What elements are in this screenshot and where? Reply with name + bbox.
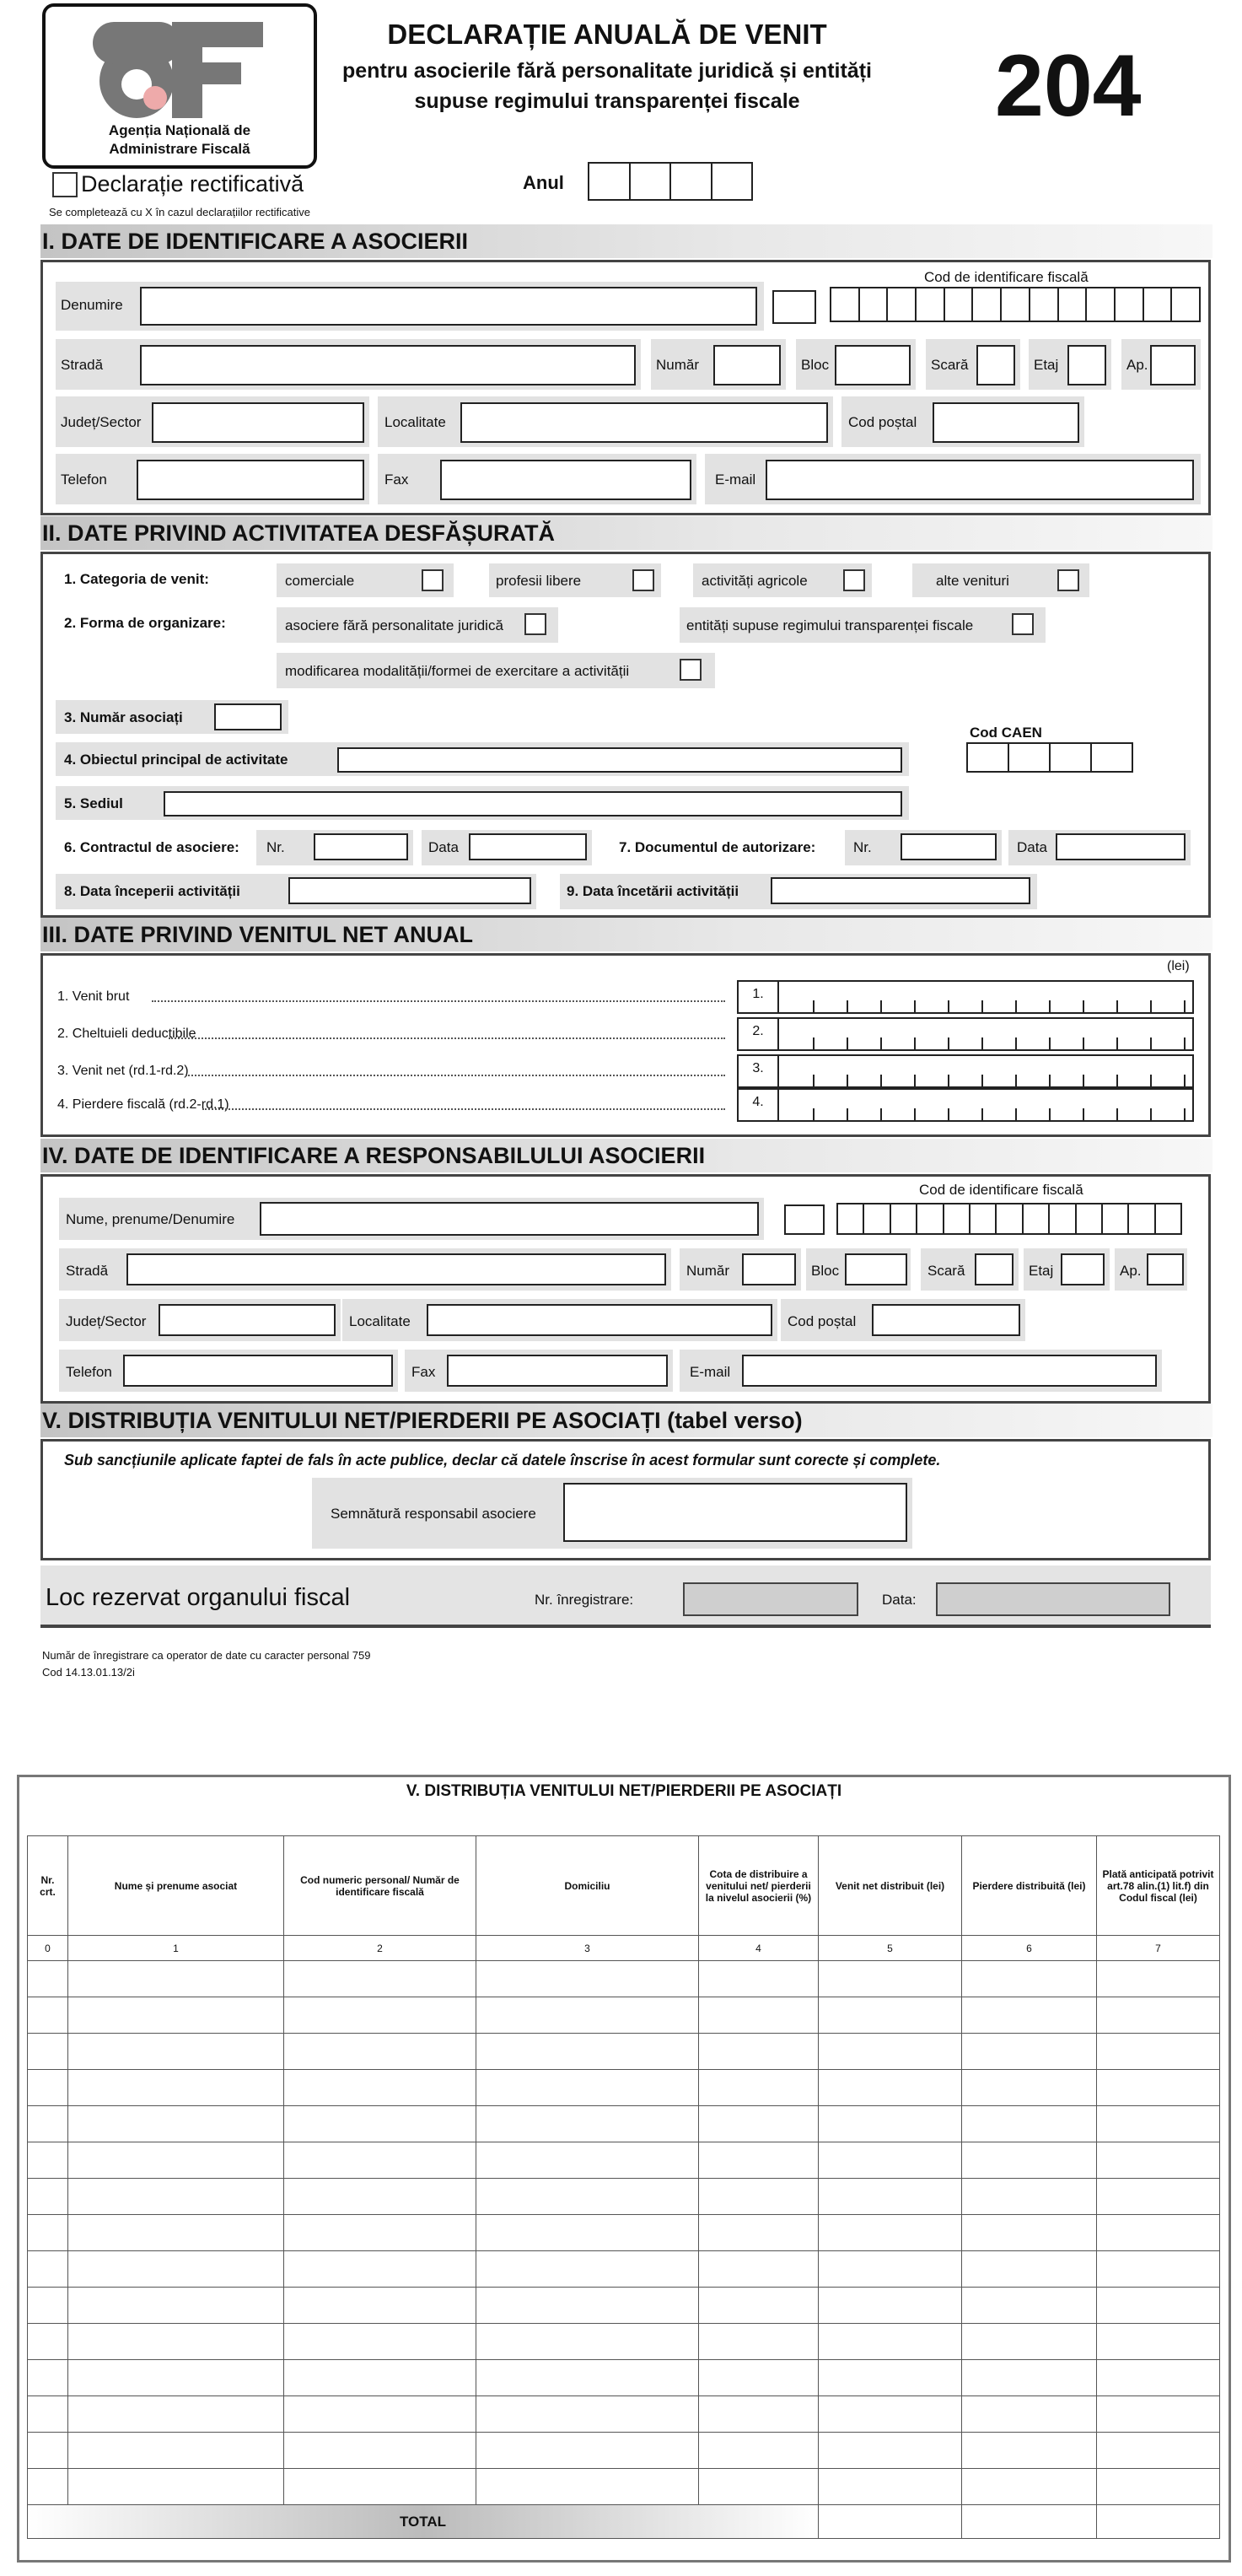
dist-input-cell[interactable] (284, 2215, 476, 2251)
dist-input-cell[interactable] (68, 2106, 284, 2142)
num-associates-input[interactable] (214, 703, 282, 730)
contract-label: 6. Contractul de asociere: (64, 839, 239, 855)
net-row-number: 3. (739, 1056, 779, 1086)
dist-input-cell[interactable] (699, 2070, 819, 2106)
net-row-label: 3. Venit net (rd.1-rd.2) (57, 1064, 189, 1078)
dist-input-cell[interactable] (284, 1997, 476, 2034)
resp-email-input[interactable] (742, 1355, 1157, 1387)
resp-phone-label: Telefon (66, 1364, 112, 1380)
dist-input-cell[interactable] (28, 2034, 68, 2070)
dist-input-cell[interactable] (284, 2179, 476, 2215)
name-label: Denumire (61, 297, 123, 313)
dist-input-cell[interactable] (68, 2142, 284, 2179)
caen-label: Cod CAEN (970, 725, 1042, 741)
net-row-label: 1. Venit brut (57, 989, 130, 1004)
resp-name-input[interactable] (260, 1202, 759, 1236)
income-professions-label: profesii libere (496, 573, 582, 589)
resp-locality-label: Localitate (349, 1313, 411, 1329)
resp-apt-input[interactable] (1147, 1253, 1184, 1285)
floor-input[interactable] (1067, 345, 1106, 385)
net-row-number: 1. (739, 982, 779, 1012)
locality-label: Localitate (384, 414, 446, 430)
main-object-label: 4. Obiectul principal de activitate (64, 752, 288, 768)
dist-input-cell[interactable] (819, 2396, 962, 2433)
dist-input-cell[interactable] (28, 2433, 68, 2469)
total-input-cell[interactable] (962, 2505, 1097, 2539)
dist-input-cell[interactable] (699, 2324, 819, 2360)
dist-input-cell[interactable] (284, 2106, 476, 2142)
dist-input-cell[interactable] (1097, 2179, 1220, 2215)
section-3-title: III. DATE PRIVIND VENITUL NET ANUAL (40, 918, 1212, 951)
agency-name: Agenția Națională de Administrare Fiscală (108, 122, 251, 157)
apt-label: Ap. (1126, 357, 1148, 373)
number-input[interactable] (713, 345, 781, 385)
dist-input-cell[interactable] (819, 1997, 962, 2034)
table-row (28, 2360, 1220, 2396)
operator-note: Număr de înregistrare ca operator de date cu caracter personal 759 (42, 1649, 371, 1662)
dist-input-cell[interactable] (28, 2324, 68, 2360)
dist-input-cell[interactable] (1097, 2396, 1220, 2433)
auth-date-label: Data (1017, 839, 1047, 855)
form-subtitle-2: supuse regimului transparenței fiscale (414, 89, 800, 113)
dist-input-cell[interactable] (68, 2324, 284, 2360)
dist-input-cell[interactable] (699, 2288, 819, 2324)
email-label: E-mail (715, 472, 756, 488)
dist-input-cell[interactable] (819, 2106, 962, 2142)
locality-input[interactable] (460, 402, 828, 443)
year-label: Anul (523, 172, 564, 193)
dist-input-cell[interactable] (28, 2142, 68, 2179)
agency-logo-icon (71, 13, 290, 121)
dist-input-cell[interactable] (1097, 2360, 1220, 2396)
dist-input-cell[interactable] (68, 2179, 284, 2215)
dist-header-cell: Pierdere distribuită (lei) (962, 1836, 1097, 1936)
resp-apt-label: Ap. (1120, 1263, 1142, 1279)
email-input[interactable] (766, 460, 1194, 500)
dist-input-cell[interactable] (284, 2324, 476, 2360)
section-2-title: II. DATE PRIVIND ACTIVITATEA DESFĂȘURATĂ (40, 516, 1212, 550)
dist-input-cell[interactable] (1097, 2324, 1220, 2360)
rectification-checkbox[interactable] (52, 172, 78, 197)
dist-input-cell[interactable] (1097, 1961, 1220, 1997)
dist-column-number: 4 (699, 1936, 819, 1961)
dist-input-cell[interactable] (962, 1997, 1097, 2034)
fiscal-date-label: Data: (882, 1592, 917, 1608)
table-row (28, 2288, 1220, 2324)
floor-label: Etaj (1034, 357, 1059, 373)
dist-input-cell[interactable] (476, 2251, 699, 2288)
registration-nr-input[interactable] (683, 1582, 858, 1616)
cif-input[interactable] (830, 287, 1201, 322)
dist-input-cell[interactable] (476, 2179, 699, 2215)
table-row (28, 2034, 1220, 2070)
dist-input-cell[interactable] (284, 2288, 476, 2324)
dist-input-cell[interactable] (476, 2396, 699, 2433)
dist-input-cell[interactable] (28, 2106, 68, 2142)
dist-input-cell[interactable] (699, 2215, 819, 2251)
dist-header-cell: Nume și prenume asociat (68, 1836, 284, 1936)
resp-street-input[interactable] (126, 1253, 666, 1285)
dist-input-cell[interactable] (962, 2288, 1097, 2324)
org-form-transparency-checkbox[interactable] (1012, 613, 1034, 635)
dist-input-cell[interactable] (1097, 2215, 1220, 2251)
dist-input-cell[interactable] (699, 2142, 819, 2179)
dist-input-cell[interactable] (28, 2215, 68, 2251)
leader-dots (152, 1000, 725, 1002)
dist-input-cell[interactable] (284, 2360, 476, 2396)
resp-number-label: Număr (686, 1263, 730, 1279)
contract-nr-input[interactable] (314, 833, 408, 860)
section-1-title: I. DATE DE IDENTIFICARE A ASOCIERII (40, 224, 1212, 258)
dist-header-cell: Cod numeric personal/ Număr de identificare fiscală (284, 1836, 476, 1936)
dist-column-number: 5 (819, 1936, 962, 1961)
net-row-input[interactable] (737, 980, 1194, 1014)
table-row (28, 2142, 1220, 2179)
table-row (28, 2106, 1220, 2142)
county-input[interactable] (152, 402, 364, 443)
dist-input-cell[interactable] (68, 2251, 284, 2288)
dist-input-cell[interactable] (284, 2433, 476, 2469)
dist-input-cell[interactable] (476, 2106, 699, 2142)
org-form-association-label: asociere fără personalitate juridică (285, 617, 503, 633)
dist-input-cell[interactable] (1097, 2433, 1220, 2469)
org-form-change-label: modificarea modalității/formei de exercitare a activității (285, 663, 630, 679)
dist-input-cell[interactable] (476, 2215, 699, 2251)
dist-input-cell[interactable] (1097, 2288, 1220, 2324)
net-row-label: 2. Cheltuieli deductibile (57, 1027, 196, 1041)
resp-name-label: Nume, prenume/Denumire (66, 1211, 235, 1227)
auth-doc-label: 7. Documentul de autorizare: (619, 839, 816, 855)
total-label: TOTAL (28, 2505, 819, 2539)
end-date-input[interactable] (771, 877, 1030, 904)
dist-input-cell[interactable] (962, 2215, 1097, 2251)
cif-label-2: Cod de identificare fiscală (919, 1182, 1083, 1198)
resp-locality-input[interactable] (427, 1304, 772, 1336)
dist-header-cell: Cota de distribuire a venitului net/ pierderii la nivelul asocierii (%) (699, 1836, 819, 1936)
dist-input-cell[interactable] (28, 2396, 68, 2433)
org-form-association-checkbox[interactable] (524, 613, 546, 635)
table-row (28, 2433, 1220, 2469)
headquarters-label: 5. Sediul (64, 795, 123, 811)
dist-column-number: 2 (284, 1936, 476, 1961)
distribution-table-title: V. DISTRIBUȚIA VENITULUI NET/PIERDERII PE ASOCIAȚI (406, 1782, 842, 1800)
dist-column-number: 0 (28, 1936, 68, 1961)
resp-floor-input[interactable] (1061, 1253, 1105, 1285)
income-other-checkbox[interactable] (1057, 569, 1079, 591)
distribution-table (27, 1835, 1220, 2539)
resp-postal-input[interactable] (872, 1304, 1020, 1336)
income-commercial-label: comerciale (285, 573, 355, 589)
dist-input-cell[interactable] (476, 2324, 699, 2360)
dist-input-cell[interactable] (1097, 2034, 1220, 2070)
dist-input-cell[interactable] (819, 1961, 962, 1997)
resp-county-input[interactable] (159, 1304, 336, 1336)
table-row (28, 2179, 1220, 2215)
dist-input-cell[interactable] (699, 2251, 819, 2288)
dist-input-cell[interactable] (819, 2070, 962, 2106)
resp-stair-label: Scară (927, 1263, 965, 1279)
dist-input-cell[interactable] (699, 2179, 819, 2215)
dist-input-cell[interactable] (1097, 2469, 1220, 2505)
resp-county-label: Județ/Sector (66, 1313, 147, 1329)
resp-cif-prefix-input[interactable] (784, 1204, 825, 1235)
end-date-label: 9. Data încetării activității (567, 883, 739, 899)
dist-input-cell[interactable] (962, 2360, 1097, 2396)
resp-stair-input[interactable] (975, 1253, 1013, 1285)
dist-input-cell[interactable] (962, 2142, 1097, 2179)
contract-nr-label: Nr. (266, 839, 285, 855)
org-form-change-checkbox[interactable] (680, 659, 702, 681)
income-professions-checkbox[interactable] (632, 569, 654, 591)
income-other-label: alte venituri (936, 573, 1009, 589)
dist-input-cell[interactable] (476, 2433, 699, 2469)
contract-date-input[interactable] (469, 833, 587, 860)
dist-input-cell[interactable] (28, 1961, 68, 1997)
dist-input-cell[interactable] (28, 2469, 68, 2505)
main-object-input[interactable] (337, 747, 902, 773)
dist-input-cell[interactable] (699, 2360, 819, 2396)
resp-cif-input[interactable] (836, 1203, 1182, 1235)
org-form-label: 2. Forma de organizare: (64, 615, 226, 631)
dist-input-cell[interactable] (699, 2469, 819, 2505)
dist-input-cell[interactable] (476, 2142, 699, 2179)
dist-column-number: 3 (476, 1936, 699, 1961)
dist-input-cell[interactable] (476, 2070, 699, 2106)
dist-input-cell[interactable] (699, 1997, 819, 2034)
dist-input-cell[interactable] (962, 2433, 1097, 2469)
resp-postal-label: Cod poștal (788, 1313, 857, 1329)
income-category-label: 1. Categoria de venit: (64, 571, 209, 587)
form-subtitle-1: pentru asocierile fără personalitate juridică și entități (342, 59, 872, 83)
dist-input-cell[interactable] (819, 2179, 962, 2215)
leader-dots (185, 1075, 725, 1076)
signature-input[interactable] (563, 1483, 907, 1542)
net-row-input[interactable] (737, 1054, 1194, 1088)
resp-block-input[interactable] (845, 1253, 907, 1285)
dist-header-cell: Venit net distribuit (lei) (819, 1836, 962, 1936)
auth-nr-input[interactable] (901, 833, 997, 860)
net-row-input[interactable] (737, 1088, 1194, 1122)
dist-input-cell[interactable] (68, 2433, 284, 2469)
dist-input-cell[interactable] (819, 2433, 962, 2469)
dist-input-cell[interactable] (1097, 1997, 1220, 2034)
dist-input-cell[interactable] (68, 2360, 284, 2396)
net-row-label: 4. Pierdere fiscală (rd.2-rd.1) (57, 1097, 229, 1112)
num-associates-label: 3. Număr asociați (64, 709, 183, 725)
phone-label: Telefon (61, 472, 107, 488)
table-row (28, 2396, 1220, 2433)
table-row (28, 1961, 1220, 1997)
dist-input-cell[interactable] (1097, 2070, 1220, 2106)
org-form-transparency-label: entități supuse regimului transparenței fiscale (686, 617, 974, 633)
dist-input-cell[interactable] (68, 2070, 284, 2106)
fiscal-date-input[interactable] (936, 1582, 1170, 1616)
dist-input-cell[interactable] (28, 1997, 68, 2034)
table-row (28, 2215, 1220, 2251)
dist-input-cell[interactable] (68, 2396, 284, 2433)
dist-input-cell[interactable] (68, 2034, 284, 2070)
resp-street-label: Stradă (66, 1263, 109, 1279)
dist-input-cell[interactable] (699, 2034, 819, 2070)
table-row (28, 2324, 1220, 2360)
dist-input-cell[interactable] (819, 2251, 962, 2288)
dist-input-cell[interactable] (962, 2396, 1097, 2433)
dist-input-cell[interactable] (284, 2070, 476, 2106)
fiscal-reserved-label: Loc rezervat organului fiscal (46, 1584, 351, 1611)
dist-column-number: 1 (68, 1936, 284, 1961)
dist-header-cell: Nr. crt. (28, 1836, 68, 1936)
dist-input-cell[interactable] (819, 2324, 962, 2360)
dist-input-cell[interactable] (476, 1961, 699, 1997)
resp-email-label: E-mail (690, 1364, 731, 1380)
dist-header-cell: Plată anticipată potrivit art.78 alin.(1) lit.f) din Codul fiscal (lei) (1097, 1836, 1220, 1936)
stair-label: Scară (931, 357, 969, 373)
dist-input-cell[interactable] (962, 2070, 1097, 2106)
dist-input-cell[interactable] (699, 1961, 819, 1997)
start-date-label: 8. Data începerii activității (64, 883, 240, 899)
stair-input[interactable] (976, 345, 1015, 385)
dist-input-cell[interactable] (1097, 2106, 1220, 2142)
apt-input[interactable] (1150, 345, 1196, 385)
street-label: Stradă (61, 357, 104, 373)
dist-input-cell[interactable] (476, 1997, 699, 2034)
number-label: Număr (656, 357, 700, 373)
form-code: Cod 14.13.01.13/2i (42, 1666, 135, 1679)
resp-fax-label: Fax (411, 1364, 436, 1380)
name-input[interactable] (140, 287, 757, 326)
postal-label: Cod poștal (848, 414, 917, 430)
dist-input-cell[interactable] (28, 2288, 68, 2324)
net-row-number: 2. (739, 1019, 779, 1049)
dist-input-cell[interactable] (68, 2469, 284, 2505)
dist-header-cell: Domiciliu (476, 1836, 699, 1936)
leader-dots (169, 1037, 725, 1039)
dist-input-cell[interactable] (962, 2251, 1097, 2288)
street-input[interactable] (140, 345, 636, 385)
dist-input-cell[interactable] (819, 2142, 962, 2179)
resp-number-input[interactable] (742, 1253, 796, 1285)
dist-input-cell[interactable] (284, 2251, 476, 2288)
cif-prefix-input[interactable] (772, 290, 816, 324)
table-row (28, 2251, 1220, 2288)
auth-nr-label: Nr. (853, 839, 872, 855)
resp-block-label: Bloc (811, 1263, 840, 1279)
dist-input-cell[interactable] (284, 2396, 476, 2433)
dist-input-cell[interactable] (476, 2469, 699, 2505)
dist-input-cell[interactable] (476, 2360, 699, 2396)
section-5-title: V. DISTRIBUȚIA VENITULUI NET/PIERDERII PE ASOCIAȚI (tabel verso) (40, 1404, 1212, 1437)
dist-input-cell[interactable] (28, 2179, 68, 2215)
auth-date-input[interactable] (1056, 833, 1186, 860)
form-number: 204 (995, 37, 1142, 135)
form-title: DECLARAȚIE ANUALĂ DE VENIT (387, 19, 827, 50)
dist-input-cell[interactable] (68, 2215, 284, 2251)
dist-input-cell[interactable] (1097, 2251, 1220, 2288)
section-4-title: IV. DATE DE IDENTIFICARE A RESPONSABILULUI ASOCIERII (40, 1139, 1212, 1172)
signature-label: Semnătură responsabil asociere (331, 1506, 536, 1522)
dist-input-cell[interactable] (819, 2215, 962, 2251)
dist-column-number: 7 (1097, 1936, 1220, 1961)
net-row-input[interactable] (737, 1017, 1194, 1051)
dist-input-cell[interactable] (68, 1997, 284, 2034)
agency-logo-frame (42, 3, 317, 169)
dist-input-cell[interactable] (962, 2179, 1097, 2215)
resp-phone-input[interactable] (123, 1355, 393, 1387)
dist-input-cell[interactable] (284, 2034, 476, 2070)
start-date-input[interactable] (288, 877, 531, 904)
dist-input-cell[interactable] (476, 2034, 699, 2070)
income-agricultural-label: activități agricole (702, 573, 808, 589)
postal-input[interactable] (933, 402, 1079, 443)
fax-input[interactable] (440, 460, 691, 500)
contract-date-label: Data (428, 839, 459, 855)
rectification-label: Declarație rectificativă (81, 171, 304, 197)
net-row-number: 4. (739, 1090, 779, 1120)
dist-input-cell[interactable] (699, 2433, 819, 2469)
fax-label: Fax (384, 472, 409, 488)
dist-input-cell[interactable] (284, 1961, 476, 1997)
table-row (28, 2469, 1220, 2505)
table-row (28, 1997, 1220, 2034)
dist-input-cell[interactable] (28, 2251, 68, 2288)
registration-nr-label: Nr. înregistrare: (535, 1592, 634, 1608)
dist-input-cell[interactable] (284, 2142, 476, 2179)
dist-input-cell[interactable] (476, 2288, 699, 2324)
dist-input-cell[interactable] (819, 2469, 962, 2505)
dist-input-cell[interactable] (962, 2106, 1097, 2142)
dist-input-cell[interactable] (68, 2288, 284, 2324)
resp-floor-label: Etaj (1029, 1263, 1054, 1279)
table-row (28, 2070, 1220, 2106)
income-agricultural-checkbox[interactable] (843, 569, 865, 591)
total-input-cell[interactable] (1097, 2505, 1220, 2539)
rectification-note: Se completează cu X în cazul declarațiilor rectificative (49, 206, 310, 218)
dist-input-cell[interactable] (699, 2396, 819, 2433)
dist-input-cell[interactable] (962, 2034, 1097, 2070)
block-input[interactable] (835, 345, 911, 385)
dist-input-cell[interactable] (962, 2469, 1097, 2505)
declaration-statement: Sub sancțiunile aplicate faptei de fals în acte publice, declar că datele înscrise în acest formular sunt corecte și complete. (64, 1452, 941, 1469)
income-commercial-checkbox[interactable] (422, 569, 444, 591)
headquarters-input[interactable] (164, 791, 902, 816)
currency-unit: (lei) (1167, 959, 1190, 973)
dist-input-cell[interactable] (699, 2106, 819, 2142)
dist-input-cell[interactable] (1097, 2142, 1220, 2179)
resp-fax-input[interactable] (447, 1355, 668, 1387)
leader-dots (202, 1108, 725, 1110)
phone-input[interactable] (137, 460, 364, 500)
dist-column-number: 6 (962, 1936, 1097, 1961)
dist-input-cell[interactable] (28, 2070, 68, 2106)
dist-input-cell[interactable] (819, 2034, 962, 2070)
dist-input-cell[interactable] (819, 2360, 962, 2396)
caen-input[interactable] (966, 742, 1133, 773)
year-input[interactable] (588, 162, 753, 201)
county-label: Județ/Sector (61, 414, 142, 430)
total-input-cell[interactable] (819, 2505, 962, 2539)
dist-input-cell[interactable] (819, 2288, 962, 2324)
dist-input-cell[interactable] (68, 1961, 284, 1997)
block-label: Bloc (801, 357, 830, 373)
cif-label-1: Cod de identificare fiscală (924, 269, 1089, 285)
dist-input-cell[interactable] (962, 1961, 1097, 1997)
dist-input-cell[interactable] (962, 2324, 1097, 2360)
dist-input-cell[interactable] (28, 2360, 68, 2396)
dist-input-cell[interactable] (284, 2469, 476, 2505)
